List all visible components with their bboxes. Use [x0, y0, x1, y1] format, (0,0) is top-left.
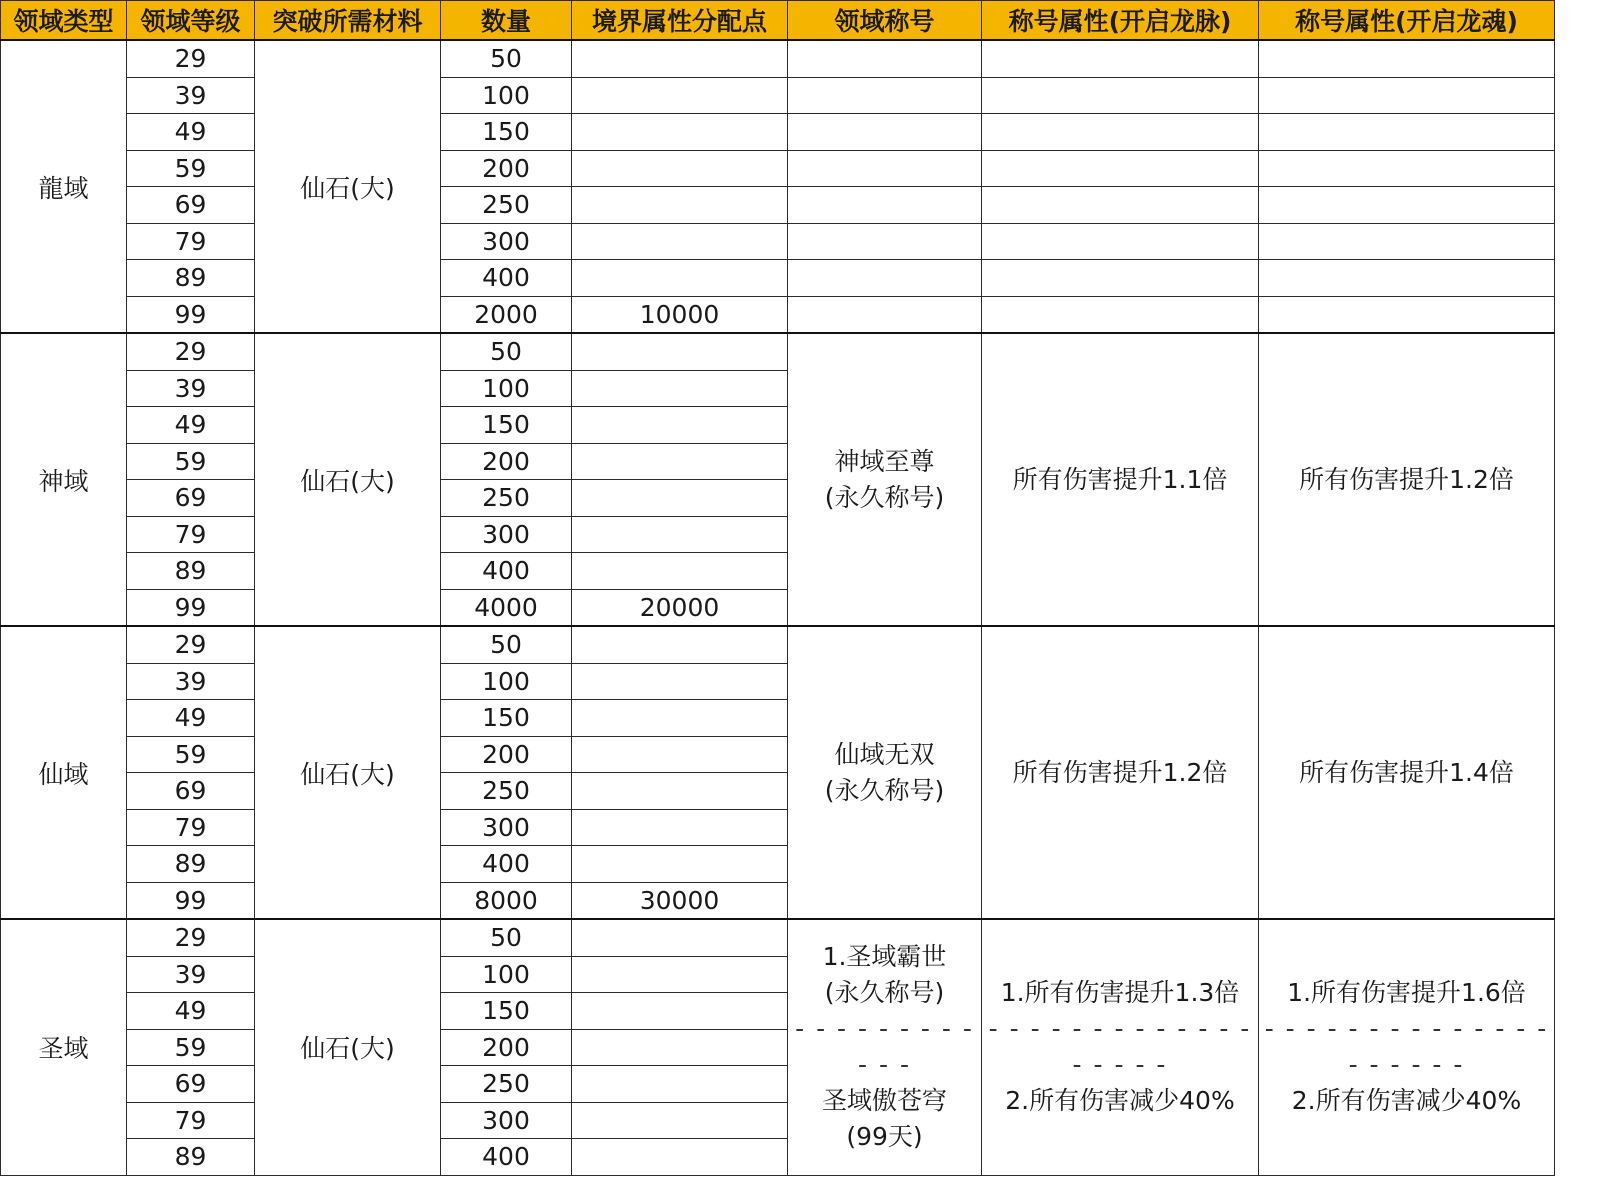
attr-soul-cell[interactable]: [1259, 333, 1555, 626]
level-cell[interactable]: 99: [127, 882, 255, 919]
points-cell[interactable]: [572, 809, 788, 846]
level-cell[interactable]: 89: [127, 846, 255, 883]
cell-text-line: 仙域无双: [834, 739, 935, 769]
level-cell[interactable]: 69: [127, 1066, 255, 1103]
table-row: [1, 223, 1555, 260]
material-cell[interactable]: 仙石(大): [255, 626, 441, 919]
quantity-cell[interactable]: 400: [441, 1139, 572, 1176]
points-cell[interactable]: [572, 993, 788, 1030]
points-cell[interactable]: [572, 1102, 788, 1139]
title-cell[interactable]: [788, 223, 982, 260]
cell-text-line: 1.圣域霸世: [822, 942, 947, 972]
title-cell[interactable]: [788, 919, 982, 1175]
attr-vein-cell[interactable]: [982, 77, 1259, 114]
points-cell[interactable]: [572, 150, 788, 187]
cell-text-line: 所有伤害提升1.1倍: [1012, 464, 1228, 494]
level-cell[interactable]: 49: [127, 993, 255, 1030]
quantity-cell[interactable]: 400: [441, 553, 572, 590]
points-cell[interactable]: [572, 223, 788, 260]
quantity-cell[interactable]: 100: [441, 370, 572, 407]
material-cell[interactable]: 仙石(大): [255, 40, 441, 333]
points-cell[interactable]: [572, 114, 788, 151]
attr-soul-cell[interactable]: [1259, 260, 1555, 297]
table-row: [1, 40, 1555, 77]
header-cell-type[interactable]: 领域类型: [1, 1, 127, 41]
table-body: [1, 40, 1555, 1175]
level-cell[interactable]: 29: [127, 333, 255, 370]
level-cell[interactable]: 89: [127, 260, 255, 297]
points-cell[interactable]: [572, 407, 788, 444]
level-cell[interactable]: 29: [127, 919, 255, 956]
quantity-cell[interactable]: 200: [441, 443, 572, 480]
title-cell[interactable]: [788, 150, 982, 187]
points-cell[interactable]: [572, 626, 788, 663]
quantity-cell[interactable]: 4000: [441, 589, 572, 626]
domain-type-cell[interactable]: 龍域: [1, 40, 127, 333]
table-row: [1, 114, 1555, 151]
points-cell[interactable]: [572, 516, 788, 553]
quantity-cell[interactable]: 250: [441, 480, 572, 517]
attr-vein-cell[interactable]: [982, 187, 1259, 224]
points-cell[interactable]: [572, 773, 788, 810]
quantity-cell[interactable]: 250: [441, 1066, 572, 1103]
level-cell[interactable]: 39: [127, 370, 255, 407]
points-cell[interactable]: [572, 846, 788, 883]
header-cell-level[interactable]: 领域等级: [127, 1, 255, 41]
level-cell[interactable]: 59: [127, 150, 255, 187]
points-cell[interactable]: 10000: [572, 296, 788, 333]
table-row: [1, 919, 1555, 956]
quantity-cell[interactable]: 150: [441, 700, 572, 737]
attr-soul-cell[interactable]: [1259, 77, 1555, 114]
quantity-cell[interactable]: 150: [441, 114, 572, 151]
cell-divider-line: - - - - - - - - - - - - - - - - - - - -: [1264, 1014, 1549, 1080]
domain-type-cell[interactable]: 神域: [1, 333, 127, 626]
quantity-cell[interactable]: 50: [441, 333, 572, 370]
material-cell[interactable]: 仙石(大): [255, 919, 441, 1175]
points-cell[interactable]: [572, 1029, 788, 1066]
title-cell[interactable]: [788, 114, 982, 151]
header-cell-quantity[interactable]: 数量: [441, 1, 572, 41]
level-cell[interactable]: 79: [127, 516, 255, 553]
cell-text-line: 圣域傲苍穹: [821, 1086, 947, 1116]
level-cell[interactable]: 99: [127, 296, 255, 333]
level-cell[interactable]: 89: [127, 553, 255, 590]
level-cell[interactable]: 59: [127, 736, 255, 773]
header-cell-attr-soul[interactable]: 称号属性(开启龙魂): [1259, 1, 1555, 41]
attr-vein-cell[interactable]: [982, 333, 1259, 626]
points-cell[interactable]: [572, 77, 788, 114]
attr-soul-cell[interactable]: [1259, 223, 1555, 260]
header-cell-title[interactable]: 领域称号: [788, 1, 982, 41]
points-cell[interactable]: [572, 443, 788, 480]
domain-type-cell[interactable]: 圣域: [1, 919, 127, 1175]
attr-vein-cell[interactable]: [982, 296, 1259, 333]
level-cell[interactable]: 29: [127, 40, 255, 77]
table-row: [1, 333, 1555, 370]
attr-vein-cell[interactable]: [982, 150, 1259, 187]
header-row: [1, 1, 1555, 41]
points-cell[interactable]: 20000: [572, 589, 788, 626]
cell-text-line: 1.所有伤害提升1.6倍: [1287, 978, 1526, 1008]
quantity-cell[interactable]: 300: [441, 1102, 572, 1139]
level-cell[interactable]: 49: [127, 407, 255, 444]
points-cell[interactable]: [572, 40, 788, 77]
points-cell[interactable]: 30000: [572, 882, 788, 919]
quantity-cell[interactable]: 400: [441, 846, 572, 883]
title-cell[interactable]: [788, 626, 982, 919]
level-cell[interactable]: 89: [127, 1139, 255, 1176]
level-cell[interactable]: 29: [127, 626, 255, 663]
level-cell[interactable]: 69: [127, 480, 255, 517]
level-cell[interactable]: 69: [127, 773, 255, 810]
quantity-cell[interactable]: 100: [441, 663, 572, 700]
quantity-cell[interactable]: 200: [441, 150, 572, 187]
title-cell[interactable]: [788, 40, 982, 77]
title-cell[interactable]: [788, 77, 982, 114]
cell-text-line: (99天): [846, 1122, 923, 1152]
attr-soul-cell[interactable]: [1259, 296, 1555, 333]
quantity-cell[interactable]: 100: [441, 77, 572, 114]
domain-type-cell[interactable]: 仙域: [1, 626, 127, 919]
table-row: [1, 296, 1555, 333]
cell-text-line: 所有伤害提升1.2倍: [1012, 757, 1228, 787]
attr-soul-cell[interactable]: [1259, 187, 1555, 224]
points-cell[interactable]: [572, 187, 788, 224]
points-cell[interactable]: [572, 919, 788, 956]
cell-text-line: 1.所有伤害提升1.3倍: [1000, 978, 1240, 1008]
attr-vein-cell[interactable]: [982, 919, 1259, 1175]
points-cell[interactable]: [572, 1066, 788, 1103]
table-row: [1, 77, 1555, 114]
material-cell[interactable]: 仙石(大): [255, 333, 441, 626]
level-cell[interactable]: 79: [127, 809, 255, 846]
cell-divider-line: - - - - - - - - - - - - - - - - - -: [988, 1014, 1252, 1080]
quantity-cell[interactable]: 150: [441, 407, 572, 444]
quantity-cell[interactable]: 2000: [441, 296, 572, 333]
attr-vein-cell[interactable]: [982, 114, 1259, 151]
attr-soul-cell[interactable]: [1259, 919, 1555, 1175]
title-cell[interactable]: [788, 187, 982, 224]
header-cell-attr-vein[interactable]: 称号属性(开启龙脉): [982, 1, 1259, 41]
points-cell[interactable]: [572, 260, 788, 297]
header-cell-points[interactable]: 境界属性分配点: [572, 1, 788, 41]
table-row: [1, 150, 1555, 187]
level-cell[interactable]: 79: [127, 1102, 255, 1139]
level-cell[interactable]: 79: [127, 223, 255, 260]
points-cell[interactable]: [572, 480, 788, 517]
quantity-cell[interactable]: 50: [441, 919, 572, 956]
points-cell[interactable]: [572, 736, 788, 773]
level-cell[interactable]: 59: [127, 443, 255, 480]
points-cell[interactable]: [572, 370, 788, 407]
quantity-cell[interactable]: 250: [441, 187, 572, 224]
title-cell[interactable]: [788, 333, 982, 626]
cell-text-line: 2.所有伤害减少40%: [1291, 1086, 1522, 1116]
attr-soul-cell[interactable]: [1259, 150, 1555, 187]
quantity-cell[interactable]: 300: [441, 516, 572, 553]
quantity-cell[interactable]: 400: [441, 260, 572, 297]
attr-vein-cell[interactable]: [982, 40, 1259, 77]
cell-text-line: (永久称号): [824, 978, 945, 1008]
level-cell[interactable]: 69: [127, 187, 255, 224]
cell-text-line: 神域至尊: [834, 446, 935, 476]
quantity-cell[interactable]: 300: [441, 223, 572, 260]
cell-divider-line: - - - - - - - - - - - -: [795, 1014, 974, 1080]
quantity-cell[interactable]: 200: [441, 736, 572, 773]
quantity-cell[interactable]: 100: [441, 956, 572, 993]
attr-soul-cell[interactable]: [1259, 114, 1555, 151]
quantity-cell[interactable]: 300: [441, 809, 572, 846]
level-cell[interactable]: 99: [127, 589, 255, 626]
level-cell[interactable]: 49: [127, 700, 255, 737]
title-cell[interactable]: [788, 260, 982, 297]
attr-vein-cell[interactable]: [982, 626, 1259, 919]
quantity-cell[interactable]: 8000: [441, 882, 572, 919]
header-cell-material[interactable]: 突破所需材料: [255, 1, 441, 41]
table-row: [1, 626, 1555, 663]
quantity-cell[interactable]: 150: [441, 993, 572, 1030]
points-cell[interactable]: [572, 700, 788, 737]
title-cell[interactable]: [788, 296, 982, 333]
points-cell[interactable]: [572, 333, 788, 370]
points-cell[interactable]: [572, 663, 788, 700]
level-cell[interactable]: 39: [127, 77, 255, 114]
level-cell[interactable]: 59: [127, 1029, 255, 1066]
attr-vein-cell[interactable]: [982, 223, 1259, 260]
cell-text-line: (永久称号): [824, 482, 945, 512]
table-row: [1, 260, 1555, 297]
level-cell[interactable]: 39: [127, 663, 255, 700]
cell-text-line: (永久称号): [824, 775, 945, 805]
level-cell[interactable]: 39: [127, 956, 255, 993]
quantity-cell[interactable]: 50: [441, 626, 572, 663]
points-cell[interactable]: [572, 1139, 788, 1176]
cell-text-line: 所有伤害提升1.4倍: [1299, 757, 1514, 787]
attr-vein-cell[interactable]: [982, 260, 1259, 297]
quantity-cell[interactable]: 200: [441, 1029, 572, 1066]
attr-soul-cell[interactable]: [1259, 626, 1555, 919]
cell-text-line: 所有伤害提升1.2倍: [1299, 464, 1514, 494]
attr-soul-cell[interactable]: [1259, 40, 1555, 77]
quantity-cell[interactable]: 250: [441, 773, 572, 810]
quantity-cell[interactable]: 50: [441, 40, 572, 77]
points-cell[interactable]: [572, 956, 788, 993]
level-cell[interactable]: 49: [127, 114, 255, 151]
points-cell[interactable]: [572, 553, 788, 590]
cell-text-line: 2.所有伤害减少40%: [1005, 1086, 1235, 1116]
table-row: [1, 187, 1555, 224]
